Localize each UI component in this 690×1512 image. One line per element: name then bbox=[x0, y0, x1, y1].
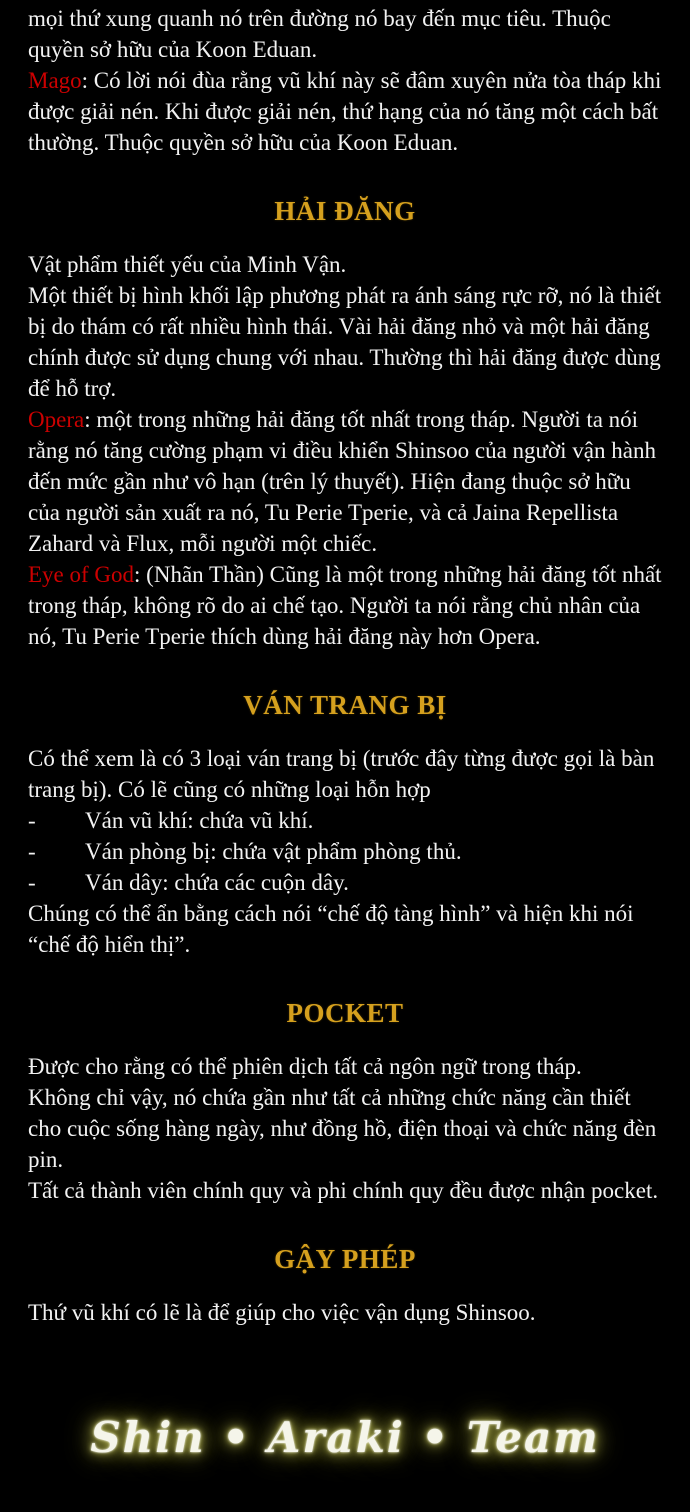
mago-term: Mago bbox=[28, 68, 82, 93]
opera-entry bbox=[28, 404, 662, 559]
lighthouse-description: Một thiết bị hình khối lập phương phát ra ánh sáng rực rỡ, nó là thiết bị do thám có rất nhiều hình thái. Vài hải đăng nhỏ và một hải đăng chính được sử dụng chung với nhau. Thường thì hải đăng được dùng để hỗ trợ. bbox=[28, 283, 662, 401]
list-item bbox=[28, 836, 662, 867]
equip-board-list bbox=[28, 805, 662, 898]
list-item-text: Ván dây: chứa các cuộn dây. bbox=[85, 870, 349, 895]
eye-of-god-description: : (Nhãn Thần) Cũng là một trong những hải đăng tốt nhất trong tháp, không rõ do ai chế tạo. Người ta nói rằng chủ nhân của nó, Tu Perie Tperie thích dùng hải đăng này hơn Opera. bbox=[28, 562, 662, 649]
eye-of-god-entry bbox=[28, 559, 662, 652]
lighthouse-intro-line: Vật phẩm thiết yếu của Minh Vận. bbox=[28, 252, 347, 277]
intro-continuation-text: mọi thứ xung quanh nó trên đường nó bay đến mục tiêu. Thuộc quyền sở hữu của Koon Eduan. bbox=[28, 6, 611, 62]
list-dash: - bbox=[28, 808, 36, 833]
footer bbox=[28, 1408, 662, 1468]
pocket-translate-line: Được cho rằng có thể phiên dịch tất cả ngôn ngữ trong tháp. bbox=[28, 1054, 582, 1079]
section-heading-lighthouse: HẢI ĐĂNG bbox=[274, 196, 416, 226]
pocket-functions-line: Không chỉ vậy, nó chứa gần như tất cả những chức năng cần thiết cho cuộc sống hàng ngày, như đồng hồ, điện thoại và chức năng đèn pin. bbox=[28, 1085, 657, 1172]
section-heading-magic-staff: GẬY PHÉP bbox=[274, 1244, 416, 1274]
list-item bbox=[28, 867, 662, 898]
list-item bbox=[28, 805, 662, 836]
magic-staff-description: Thứ vũ khí có lẽ là để giúp cho việc vận dụng Shinsoo. bbox=[28, 1300, 536, 1325]
list-item-text: Ván phòng bị: chứa vật phẩm phòng thủ. bbox=[85, 839, 462, 864]
list-dash: - bbox=[28, 839, 36, 864]
mago-description: : Có lời nói đùa rằng vũ khí này sẽ đâm xuyên nửa tòa tháp khi được giải nén. Khi được giải nén, thứ hạng của nó tăng một cách bất thường. Thuộc quyền sở hữu của Koon Eduan. bbox=[28, 68, 662, 155]
equip-board-description: Có thể xem là có 3 loại ván trang bị (trước đây từng được gọi là bàn trang bị). Có lẽ cũng có những loại hỗn hợp bbox=[28, 746, 655, 802]
pocket-members-line: Tất cả thành viên chính quy và phi chính quy đều được nhận pocket. bbox=[28, 1178, 659, 1203]
list-dash: - bbox=[28, 870, 36, 895]
section-heading-equip-board: VÁN TRANG BỊ bbox=[243, 690, 447, 720]
team-logo: Shin • Araki • Team bbox=[90, 1413, 600, 1462]
list-item-text: Ván vũ khí: chứa vũ khí. bbox=[85, 808, 314, 833]
equip-board-modes-note: Chúng có thể ẩn bằng cách nói “chế độ tàng hình” và hiện khi nói “chế độ hiển thị”. bbox=[28, 901, 634, 957]
mago-entry bbox=[28, 65, 662, 158]
opera-term: Opera bbox=[28, 407, 85, 432]
eye-of-god-term: Eye of God bbox=[28, 562, 135, 587]
section-heading-pocket: POCKET bbox=[286, 998, 404, 1028]
opera-description: : một trong những hải đăng tốt nhất trong tháp. Người ta nói rằng nó tăng cường phạm vi điều khiển Shinsoo của người vận hành đến mức gần như vô hạn (trên lý thuyết). Hiện đang thuộc sở hữu của người sản xuất ra nó, Tu Perie Tperie, và cả Jaina Repellista Zahard và Flux, mỗi người một chiếc. bbox=[28, 407, 656, 556]
